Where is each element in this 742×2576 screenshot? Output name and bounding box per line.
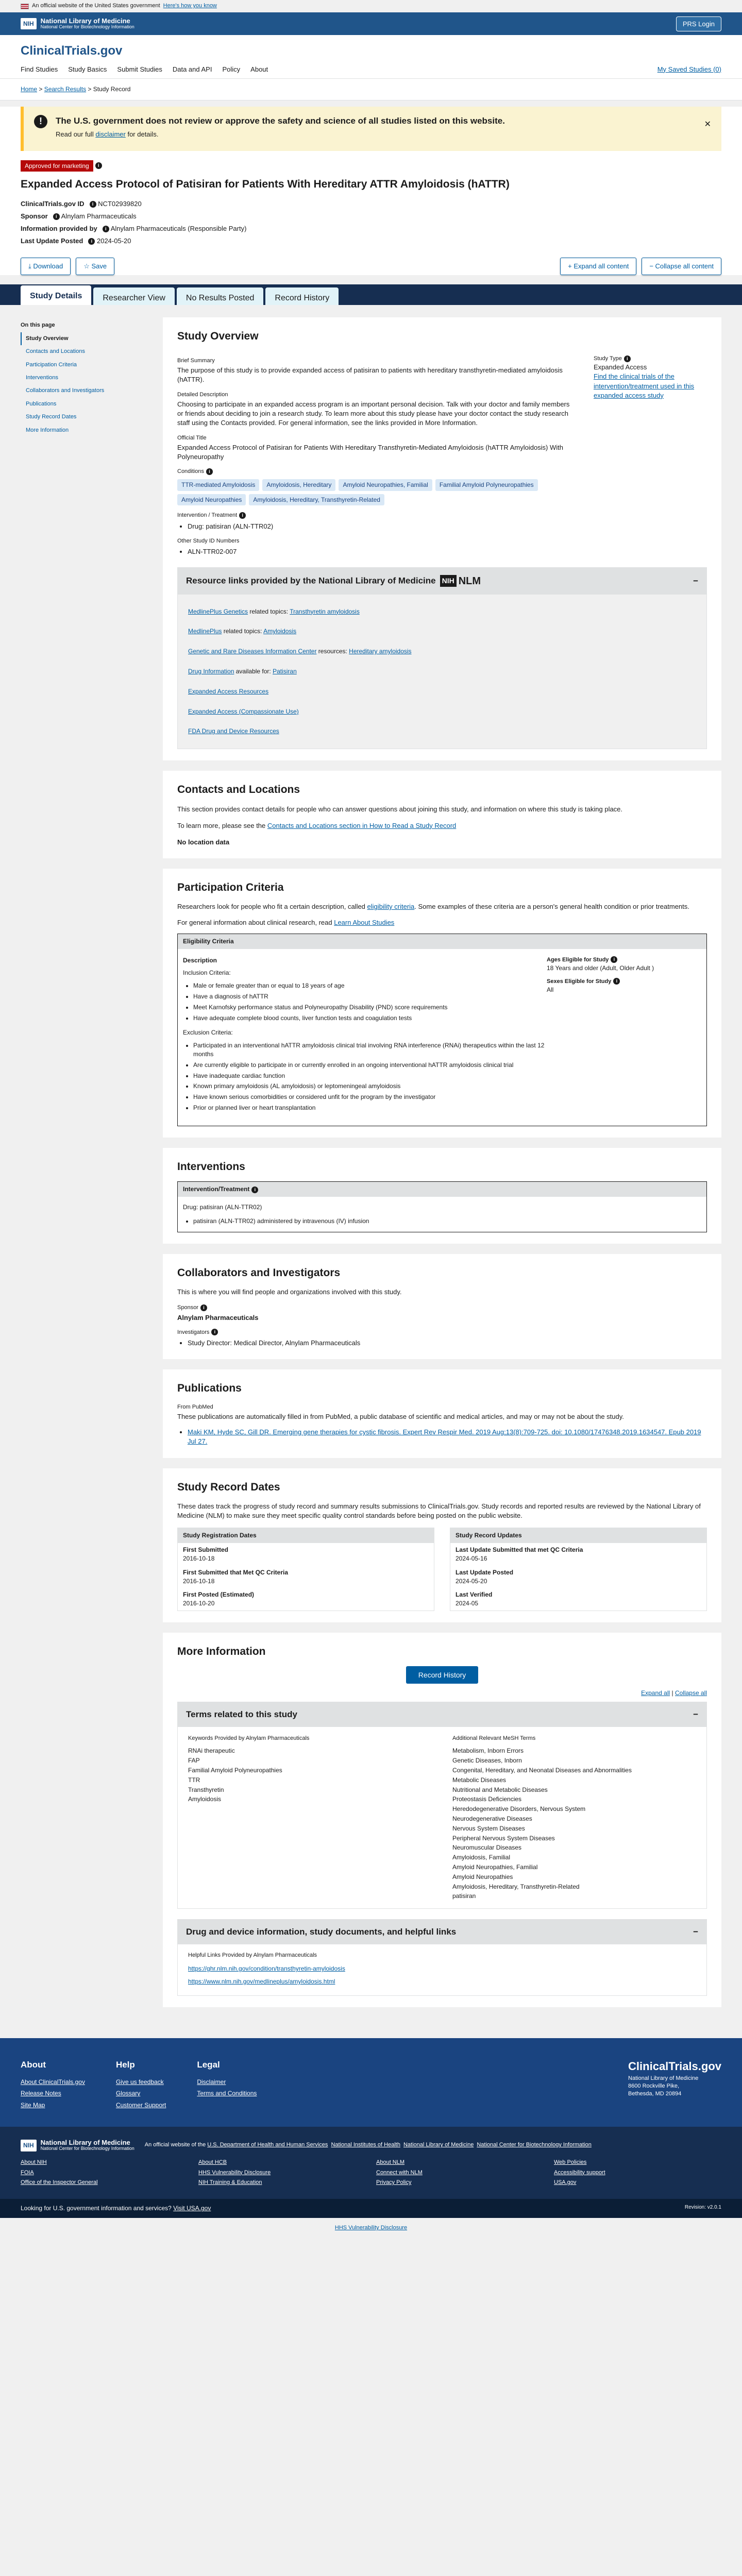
resource-link-row bbox=[188, 702, 696, 722]
resource-link[interactable]: Genetic and Rare Diseases Information Center bbox=[188, 648, 317, 655]
exclusion-item: • Are currently eligible to participate in or currently enrolled in an ongoing interventional hATTR amyloidosis clinical trial bbox=[193, 1060, 547, 1071]
save-label: Save bbox=[91, 262, 107, 270]
mesh-term: Peripheral Nervous System Diseases bbox=[452, 1834, 555, 1842]
prs-login-button[interactable]: PRS Login bbox=[676, 16, 721, 31]
page-sidebar bbox=[21, 317, 155, 2018]
expand-label: Expand all content bbox=[574, 262, 629, 270]
date-label: First Posted (Estimated) bbox=[183, 1591, 255, 1599]
nlm-title: National Library of Medicine bbox=[40, 16, 130, 25]
publications-section bbox=[163, 1369, 721, 1458]
brief-label: Brief Summary bbox=[177, 357, 215, 364]
nih-logo-box: NIH bbox=[21, 2140, 37, 2151]
mesh-term: Neuromuscular Diseases bbox=[452, 1844, 522, 1852]
footer-col bbox=[116, 2059, 166, 2111]
site-footer bbox=[0, 2038, 742, 2127]
official-link[interactable]: U.S. Department of Health and Human Services bbox=[207, 2142, 328, 2148]
learn-about-studies-link[interactable]: Learn About Studies bbox=[334, 918, 395, 926]
saved-studies-link[interactable]: My Saved Studies (0) bbox=[657, 65, 721, 73]
helpful-link[interactable]: https://www.nlm.nih.gov/medlineplus/amyloidosis.html bbox=[188, 1978, 335, 1986]
section-heading: Publications bbox=[177, 1382, 242, 1395]
keyword-item: Amyloidosis bbox=[188, 1795, 222, 1803]
footer-link[interactable]: Disclaimer bbox=[197, 2078, 226, 2086]
inclusion-item: • Have adequate complete blood counts, liver function tests and coagulation tests bbox=[193, 1013, 547, 1024]
nlm-footer-link[interactable]: About HCB bbox=[198, 2159, 227, 2166]
sponsor-value: Alnylam Pharmaceuticals bbox=[177, 1313, 259, 1321]
nav-item-0[interactable]: Find Studies bbox=[21, 65, 58, 73]
find-trials-link[interactable]: Find the clinical trials of the intervention/treatment used in this expanded access study bbox=[594, 372, 695, 399]
date-value: 2016-10-18 bbox=[183, 1577, 215, 1585]
study-type-value: Expanded Access bbox=[594, 363, 647, 371]
close-icon[interactable]: ✕ bbox=[704, 120, 711, 129]
sidebar-item-4[interactable]: Collaborators and Investigators bbox=[26, 387, 105, 394]
footer-link[interactable]: About ClinicalTrials.gov bbox=[21, 2078, 85, 2086]
nlm-footer bbox=[0, 2127, 742, 2199]
revision-text: Revision: v2.0.1 bbox=[684, 2205, 721, 2211]
section-heading: More Information bbox=[177, 1645, 266, 1657]
info-icon[interactable]: i bbox=[95, 162, 102, 169]
collab-text: This is where you will find people and organizations involved with this study. bbox=[177, 1287, 402, 1296]
nav-item-1[interactable]: Study Basics bbox=[68, 65, 107, 73]
other-id-item: • ALN-TTR02-007 bbox=[188, 547, 573, 556]
footer-logo[interactable]: ClinicalTrials.gov bbox=[628, 2059, 721, 2073]
mesh-term: Amyloidosis, Familial bbox=[452, 1854, 511, 1861]
condition-chip[interactable]: Amyloidosis, Hereditary bbox=[262, 479, 335, 491]
intervention-item: • Drug: patisiran (ALN-TTR02) bbox=[188, 522, 573, 531]
collapse-icon[interactable]: − bbox=[693, 575, 698, 586]
keyword-item: TTR bbox=[188, 1776, 200, 1784]
nav-item-3[interactable]: Data and API bbox=[172, 65, 212, 73]
official-link[interactable]: National Center for Biotechnology Information bbox=[477, 2142, 592, 2148]
section-heading: Collaborators and Investigators bbox=[177, 1266, 341, 1279]
exclusion-item: • Prior or planned liver or heart transplantation bbox=[193, 1103, 547, 1113]
date-item bbox=[178, 1566, 434, 1588]
breadcrumb: Home > Search Results > Study Record bbox=[0, 79, 742, 100]
nlm-footer-link[interactable]: HHS Vulnerability Disclosure bbox=[198, 2169, 271, 2176]
criteria-section bbox=[163, 869, 721, 1138]
mesh-term: Proteostasis Deficiencies bbox=[452, 1795, 522, 1803]
collapse-all-button[interactable]: − Collapse all content bbox=[642, 258, 721, 275]
official-link[interactable]: National Institutes of Health bbox=[331, 2142, 400, 2148]
resource-link-row bbox=[188, 662, 696, 682]
info-icon[interactable]: i bbox=[251, 1187, 258, 1193]
inclusion-item: • Male or female greater than or equal to 18 years of age bbox=[193, 980, 547, 991]
study-type-label: Study Type bbox=[594, 355, 622, 362]
nav-item-5[interactable]: About bbox=[250, 65, 268, 73]
mesh-term: Metabolism, Inborn Errors bbox=[452, 1747, 524, 1755]
condition-chip[interactable]: TTR-mediated Amyloidosis bbox=[177, 479, 259, 491]
footer-nlm-title: National Library of Medicine bbox=[40, 2139, 130, 2147]
contacts-section bbox=[163, 771, 721, 858]
publications-text: These publications are automatically filled in from PubMed, a public database of scientific and medical articles, and may or may not be about the study. bbox=[177, 1413, 624, 1421]
footer-col bbox=[197, 2059, 257, 2111]
nlm-resources-accordion bbox=[177, 567, 707, 750]
exclusion-item: • Known primary amyloidosis (AL amyloidosis) or leptomeningeal amyloidosis bbox=[193, 1081, 547, 1092]
collapse-icon[interactable]: − bbox=[693, 1709, 698, 1720]
eligibility-title: Eligibility Criteria bbox=[178, 934, 706, 949]
helpful-links-label: Helpful Links Provided by Alnylam Pharmaceuticals bbox=[188, 1952, 317, 1958]
registration-title: Study Registration Dates bbox=[178, 1528, 434, 1543]
nav-item-4[interactable]: Policy bbox=[222, 65, 241, 73]
resource-link[interactable]: Drug Information bbox=[188, 667, 234, 675]
keywords-label: Keywords Provided by Alnylam Pharmaceuticals bbox=[188, 1735, 310, 1741]
info-icon[interactable]: i bbox=[624, 355, 631, 362]
section-heading: Contacts and Locations bbox=[177, 784, 300, 796]
tab-3[interactable]: Record History bbox=[265, 287, 339, 305]
nlm-footer-link[interactable]: USA.gov bbox=[554, 2179, 577, 2186]
study-tabs bbox=[0, 284, 742, 305]
resource-link-row bbox=[188, 621, 696, 641]
sidebar-item-6[interactable]: Study Record Dates bbox=[26, 414, 77, 420]
terms-accordion bbox=[177, 1702, 707, 1909]
usa-gov-bar bbox=[0, 2199, 742, 2218]
resource-topic-link[interactable]: Patisiran bbox=[273, 667, 297, 675]
sexes-value: All bbox=[547, 986, 554, 994]
criteria-intro: Researchers look for people who fit a certain description, called bbox=[177, 903, 367, 911]
alert-text-end: for details. bbox=[125, 130, 159, 139]
date-value: 2024-05-16 bbox=[456, 1555, 487, 1562]
nlm-footer-link[interactable]: NIH Training & Education bbox=[198, 2179, 262, 2186]
crumb-home[interactable]: Home bbox=[21, 85, 38, 93]
nlm-footer-link[interactable]: Connect with NLM bbox=[376, 2169, 423, 2176]
mesh-term: Amyloidosis, Hereditary, Transthyretin-Related bbox=[452, 1883, 580, 1890]
keyword-item: RNAi therapeutic bbox=[188, 1747, 235, 1755]
terms-title: Terms related to this study bbox=[186, 1709, 298, 1720]
section-heading: Study Overview bbox=[177, 330, 259, 342]
status-badge bbox=[21, 160, 93, 172]
official-text: An official website of the bbox=[144, 2142, 208, 2148]
info-icon[interactable]: i bbox=[53, 213, 60, 220]
ages-value: 18 Years and older (Adult, Older Adult ) bbox=[547, 964, 654, 972]
inclusion-item: • Meet Karnofsky performance status and Polyneuropathy Disability (PND) score requirements bbox=[193, 1002, 547, 1013]
info-icon[interactable]: i bbox=[90, 201, 96, 208]
condition-chip[interactable]: Amyloidosis, Hereditary, Transthyretin-Related bbox=[249, 494, 384, 506]
keyword-item: Familial Amyloid Polyneuropathies bbox=[188, 1766, 282, 1774]
nav-item-2[interactable]: Submit Studies bbox=[117, 65, 162, 73]
criteria-intro-end: . Some examples of these criteria are a person's general health condition or prior treatments. bbox=[414, 903, 689, 911]
nlm-footer-link[interactable]: About NLM bbox=[376, 2159, 405, 2166]
last-update-value: 2024-05-20 bbox=[96, 237, 131, 245]
intervention-box-title: Intervention/Treatment bbox=[183, 1185, 250, 1193]
eligibility-box bbox=[177, 934, 707, 1126]
info-icon[interactable]: i bbox=[200, 1304, 207, 1311]
resource-link-text: available for: bbox=[234, 667, 273, 675]
resource-topic-link[interactable]: Amyloidosis bbox=[263, 628, 297, 635]
nlm-footer-link[interactable]: Privacy Policy bbox=[376, 2179, 412, 2186]
date-item bbox=[178, 1588, 434, 1611]
nlm-logo-box: NIH bbox=[440, 575, 457, 587]
mesh-term: Amyloid Neuropathies bbox=[452, 1873, 513, 1880]
crumb-current: Study Record bbox=[93, 85, 131, 93]
record-history-button[interactable]: Record History bbox=[406, 1666, 479, 1684]
nlm-logo-text: NLM bbox=[458, 575, 481, 587]
vdp-link[interactable]: HHS Vulnerability Disclosure bbox=[334, 2225, 408, 2231]
heres-how-link[interactable]: Here's how you know bbox=[163, 3, 217, 9]
date-value: 2016-10-18 bbox=[183, 1555, 215, 1562]
nlm-logo-small bbox=[440, 574, 481, 588]
date-item bbox=[450, 1588, 706, 1611]
nlm-resources-title: Resource links provided by the National Library of Medicine bbox=[186, 575, 436, 586]
collapse-label: Collapse all content bbox=[655, 262, 714, 270]
mesh-term: Amyloid Neuropathies, Familial bbox=[452, 1863, 538, 1871]
resource-link-row bbox=[188, 602, 696, 622]
resource-link-row bbox=[188, 641, 696, 662]
expand-all-button[interactable]: + Expand all content bbox=[560, 258, 636, 275]
nlm-header bbox=[0, 12, 742, 35]
inclusion-item: • Have a diagnosis of hATTR bbox=[193, 991, 547, 1002]
info-icon[interactable]: i bbox=[206, 468, 213, 475]
footer-link[interactable]: Site Map bbox=[21, 2102, 45, 2109]
updates-title: Study Record Updates bbox=[450, 1528, 706, 1543]
resource-link-text: resources: bbox=[316, 648, 349, 655]
more-info-section: More Information Record History Expand all | Collapse all Terms related to this study − Keywords Provided by Alnylam Pharmaceuticals RNAi therapeutic FAP Familial Amyloid Polyneuropathies TTR Transthyretin Amyloidosis Additional Relevant MeSH Terms Metabolism, Inborn Errors Genetic Diseases, Inborn Congenital, Hereditary, and Neonatal Diseases and Abnormalities Metabolic Diseases Nutritional and Metabolic Diseases Proteostasis Deficiencies Heredodegenerative Disorders, Nervous System Neurodegenerative Diseases Nervous System Diseases Peripheral Nervous System Diseases Neuromuscular Diseases Amyloidosis, Familial Amyloid Neuropathies, Familial Amyloid Neuropathies Amyloidosis, Hereditary, Transthyretin-Related patisiran Drug and device information, study documents, and helpful links − Helpful Links Provided by Alnylam Pharmaceuticals https://ghr.nlm.nih.gov/condition/transthyretin-amyloidosis https://www.nlm.nih.gov/medlineplus/amyloidosis.html bbox=[163, 1633, 721, 2007]
nlm-footer-link[interactable]: Office of the Inspector General bbox=[21, 2179, 98, 2186]
ct-logo[interactable]: ClinicalTrials.gov bbox=[21, 44, 123, 58]
collapse-icon[interactable]: − bbox=[693, 1927, 698, 1937]
footer-link[interactable]: Give us feedback bbox=[115, 2078, 164, 2086]
exclusion-label: Exclusion Criteria: bbox=[183, 1029, 233, 1037]
mesh-term: Nutritional and Metabolic Diseases bbox=[452, 1786, 548, 1793]
study-overview-section bbox=[163, 317, 721, 761]
footer-col-heading: Legal bbox=[197, 2059, 220, 2070]
mesh-term: Heredodegenerative Disorders, Nervous System bbox=[452, 1805, 586, 1813]
conditions-label: Conditions bbox=[177, 468, 204, 475]
mesh-label: Additional Relevant MeSH Terms bbox=[452, 1735, 536, 1741]
info-icon[interactable]: i bbox=[239, 512, 246, 519]
nlm-footer-link[interactable]: Accessibility support bbox=[554, 2169, 605, 2176]
official-title: Expanded Access Protocol of Patisiran for Patients With Hereditary Transthyretin-Mediated Amyloidosis (hATTR Amyloidosis) With Polyneuropathy bbox=[177, 444, 563, 461]
download-label: Download bbox=[33, 262, 63, 270]
date-item bbox=[450, 1566, 706, 1588]
site-header bbox=[0, 35, 742, 79]
drug-links-title: Drug and device information, study documents, and helpful links bbox=[186, 1927, 457, 1937]
footer-col bbox=[21, 2059, 85, 2111]
drug-description: • patisiran (ALN-TTR02) administered by intravenous (IV) infusion bbox=[193, 1217, 701, 1226]
registration-dates bbox=[177, 1528, 434, 1611]
sponsor-value: Alnylam Pharmaceuticals bbox=[61, 212, 137, 220]
record-updates bbox=[450, 1528, 707, 1611]
sidebar-item-1[interactable]: Contacts and Locations bbox=[26, 348, 85, 355]
mesh-term: patisiran bbox=[452, 1892, 476, 1900]
official-label: Official Title bbox=[177, 434, 207, 441]
condition-chip[interactable]: Amyloid Neuropathies bbox=[177, 494, 246, 506]
usa-gov-link[interactable]: Visit USA.gov bbox=[173, 2205, 211, 2212]
resource-link[interactable]: Expanded Access Resources bbox=[188, 687, 269, 695]
footer-col-heading: Help bbox=[115, 2059, 135, 2070]
sidebar-item-5[interactable]: Publications bbox=[26, 400, 57, 407]
contacts-text: This section provides contact details for people who can answer questions about joining this study, and information on where this study is taking place. bbox=[177, 805, 623, 813]
resource-link[interactable]: Expanded Access (Compassionate Use) bbox=[188, 707, 299, 715]
no-location: No location data bbox=[177, 838, 230, 846]
alert-title: The U.S. government does not review or approve the safety and science of all studies listed on this website. bbox=[56, 115, 505, 126]
date-label: First Submitted that Met QC Criteria bbox=[183, 1568, 289, 1576]
nct-id: NCT02939820 bbox=[98, 199, 142, 208]
sponsor-label: Sponsor bbox=[177, 1304, 198, 1311]
inclusion-label: Inclusion Criteria: bbox=[183, 969, 231, 977]
resource-link[interactable]: MedlinePlus bbox=[188, 628, 222, 635]
eligibility-link[interactable]: eligibility criteria bbox=[367, 903, 415, 911]
exclusion-item: • Participated in an interventional hATTR amyloidosis clinical trial involving RNA interference (RNAi) therapeutics within the last 12 months bbox=[193, 1040, 547, 1060]
date-item bbox=[178, 1543, 434, 1566]
mesh-term: Genetic Diseases, Inborn bbox=[452, 1757, 522, 1765]
how-to-read-link[interactable]: Contacts and Locations section in How to Read a Study Record bbox=[267, 821, 457, 829]
sidebar-item-0[interactable]: Study Overview bbox=[21, 332, 155, 345]
footer-link[interactable]: Release Notes bbox=[21, 2090, 61, 2097]
date-value: 2024-05-20 bbox=[456, 1577, 487, 1585]
footer-col-heading: About bbox=[21, 2059, 46, 2070]
footer-link[interactable]: Glossary bbox=[115, 2090, 141, 2097]
keyword-item: Transthyretin bbox=[188, 1786, 224, 1793]
resource-link-text: related topics: bbox=[222, 628, 264, 635]
nlm-subtitle: National Center for Biotechnology Information bbox=[40, 24, 134, 30]
learn-text: To learn more, please see the bbox=[177, 821, 267, 829]
id-label: ClinicalTrials.gov ID bbox=[21, 199, 85, 208]
resource-link[interactable]: MedlinePlus Genetics bbox=[188, 607, 248, 615]
last-update-label: Last Update Posted bbox=[21, 237, 83, 245]
info-icon[interactable]: i bbox=[103, 226, 109, 232]
mesh-term: Nervous System Diseases bbox=[452, 1824, 525, 1832]
section-heading: Study Record Dates bbox=[177, 1481, 280, 1493]
section-heading: Participation Criteria bbox=[177, 882, 284, 894]
nlm-logo[interactable] bbox=[21, 18, 134, 30]
sponsor-label: Sponsor bbox=[21, 212, 48, 220]
resource-link-row bbox=[188, 682, 696, 702]
date-label: Last Verified bbox=[456, 1591, 493, 1599]
save-button[interactable]: ☆ Save bbox=[76, 258, 114, 275]
keyword-item: FAP bbox=[188, 1757, 200, 1765]
footer-nlm-logo[interactable] bbox=[21, 2139, 134, 2151]
nlm-footer-link[interactable]: About NIH bbox=[21, 2159, 47, 2166]
collaborators-section bbox=[163, 1254, 721, 1360]
sexes-label: Sexes Eligible for Study bbox=[547, 978, 612, 985]
nlm-resources-header[interactable] bbox=[178, 568, 706, 595]
section-heading: Interventions bbox=[177, 1160, 245, 1173]
crumb-search[interactable]: Search Results bbox=[44, 85, 87, 93]
sidebar-item-7[interactable]: More Information bbox=[26, 427, 69, 433]
ages-label: Ages Eligible for Study bbox=[547, 956, 609, 963]
mesh-term: Congenital, Hereditary, and Neonatal Diseases and Abnormalities bbox=[452, 1766, 632, 1774]
investigator-item: • Study Director: Medical Director, Alnylam Pharmaceuticals bbox=[188, 1338, 707, 1348]
official-link[interactable]: National Library of Medicine bbox=[403, 2142, 474, 2148]
info-icon[interactable]: i bbox=[211, 1329, 218, 1335]
gov-banner bbox=[0, 0, 742, 12]
info-icon[interactable]: i bbox=[613, 978, 620, 985]
alert-text: Read our full bbox=[56, 130, 96, 139]
disclaimer-alert bbox=[21, 107, 721, 151]
intervention-box bbox=[177, 1181, 707, 1232]
condition-chip[interactable]: Amyloid Neuropathies, Familial bbox=[339, 479, 432, 491]
date-value: 2024-05 bbox=[456, 1600, 479, 1607]
condition-chip[interactable]: Familial Amyloid Polyneuropathies bbox=[435, 479, 538, 491]
helpful-link[interactable]: https://ghr.nlm.nih.gov/condition/transthyretin-amyloidosis bbox=[188, 1965, 345, 1973]
resource-topic-link[interactable]: Hereditary amyloidosis bbox=[349, 648, 412, 655]
date-value: 2016-10-20 bbox=[183, 1600, 215, 1607]
exclusion-item: • Have known serious comorbidities or considered unfit for the program by the investigator bbox=[193, 1092, 547, 1103]
sidebar-item-3[interactable]: Interventions bbox=[26, 375, 58, 381]
detailed-description: Choosing to participate in an expanded access program is an important personal decision. Talk with your doctor and family members or friends about deciding to join a research study. To learn more about this study please have your doctor contact the study research staff using the Contacts provided. For general information, see the links provided in More Information. bbox=[177, 400, 570, 427]
mesh-term: Metabolic Diseases bbox=[452, 1776, 507, 1784]
exclusion-item: • Have inadequate cardiac function bbox=[193, 1071, 547, 1081]
date-item bbox=[450, 1543, 706, 1566]
general-text: For general information about clinical research, read bbox=[177, 918, 334, 926]
us-flag-icon bbox=[21, 4, 29, 9]
info-icon[interactable]: i bbox=[88, 238, 95, 245]
resource-link[interactable]: FDA Drug and Device Resources bbox=[188, 727, 279, 735]
publication-link[interactable]: Maki KM, Hyde SC, Gill DR. Emerging gene therapies for cystic fibrosis. Expert Rev Respir Med. 2019 Aug;13(8):709-725. doi: 10.1080/17476348.2019.1634547. Epub 2019 Jul 27. bbox=[188, 1428, 701, 1446]
usa-text: Looking for U.S. government information and services? bbox=[21, 2205, 172, 2212]
info-provided-value: Alnylam Pharmaceuticals (Responsible Party) bbox=[110, 225, 247, 233]
sidebar-heading: On this page bbox=[21, 321, 55, 328]
nlm-footer-link[interactable]: FOIA bbox=[21, 2169, 34, 2176]
disclaimer-link[interactable]: disclaimer bbox=[95, 130, 126, 139]
download-button[interactable]: ⤓ Download bbox=[21, 258, 71, 275]
footer-link[interactable]: Customer Support bbox=[115, 2102, 166, 2109]
tab-2[interactable]: No Results Posted bbox=[177, 287, 264, 305]
study-title: Expanded Access Protocol of Patisiran for Patients With Hereditary ATTR Amyloidosis (hATTR) bbox=[21, 178, 510, 191]
intervention-label: Intervention / Treatment bbox=[177, 512, 238, 519]
terms-header[interactable] bbox=[178, 1702, 706, 1727]
date-label: Last Update Submitted that met QC Criteria bbox=[456, 1546, 583, 1554]
resource-link-row bbox=[188, 721, 696, 741]
info-provided-label: Information provided by bbox=[21, 225, 97, 233]
main-nav bbox=[21, 65, 268, 74]
warning-icon: ! bbox=[34, 115, 47, 128]
nih-logo-box: NIH bbox=[21, 18, 37, 30]
other-ids-label: Other Study ID Numbers bbox=[177, 537, 240, 544]
info-icon[interactable]: i bbox=[611, 956, 617, 963]
description-label: Description bbox=[183, 956, 217, 964]
gov-banner-text: An official website of the United States government bbox=[32, 3, 160, 9]
nlm-footer-link[interactable]: Web Policies bbox=[554, 2159, 587, 2166]
date-label: Last Update Posted bbox=[456, 1568, 514, 1576]
resource-link-text: related topics: bbox=[248, 607, 290, 615]
brief-summary: The purpose of this study is to provide expanded access of patisiran to patients with hereditary transthyretin-mediated amyloidosis (hATTR). bbox=[177, 366, 563, 384]
footer-link[interactable]: Terms and Conditions bbox=[197, 2090, 257, 2097]
from-pubmed-label: From PubMed bbox=[177, 1403, 213, 1410]
detailed-label: Detailed Description bbox=[177, 391, 228, 398]
date-label: First Submitted bbox=[183, 1546, 229, 1554]
status-text: Approved for marketing bbox=[25, 162, 89, 170]
footer-address: National Library of Medicine 8600 Rockville Pike, Bethesda, MD 20894 bbox=[628, 2075, 699, 2097]
investigators-label: Investigators bbox=[177, 1329, 210, 1335]
footer-nlm-subtitle: National Center for Biotechnology Information bbox=[40, 2146, 134, 2151]
resource-topic-link[interactable]: Transthyretin amyloidosis bbox=[290, 607, 360, 615]
drug-links-header[interactable] bbox=[178, 1920, 706, 1944]
dates-text: These dates track the progress of study record and summary results submissions to ClinicalTrials.gov. Study records and reported results are reviewed by the National Library of Medicine (NLM) to make sure they meet specific quality control standards before being posted on the public website. bbox=[177, 1502, 701, 1520]
tab-1[interactable]: Researcher View bbox=[93, 287, 175, 305]
mesh-term: Neurodegenerative Diseases bbox=[452, 1815, 532, 1822]
collapse-all-link[interactable]: Collapse all bbox=[674, 1689, 707, 1697]
interventions-section bbox=[163, 1148, 721, 1244]
drug-links-accordion bbox=[177, 1919, 707, 1996]
expand-all-link[interactable]: Expand all bbox=[641, 1689, 670, 1697]
conditions-list bbox=[177, 479, 573, 506]
sidebar-item-2[interactable]: Participation Criteria bbox=[26, 361, 77, 368]
drug-name: Drug: patisiran (ALN-TTR02) bbox=[183, 1203, 262, 1211]
dates-section bbox=[163, 1468, 721, 1622]
tab-0[interactable]: Study Details bbox=[21, 285, 91, 305]
